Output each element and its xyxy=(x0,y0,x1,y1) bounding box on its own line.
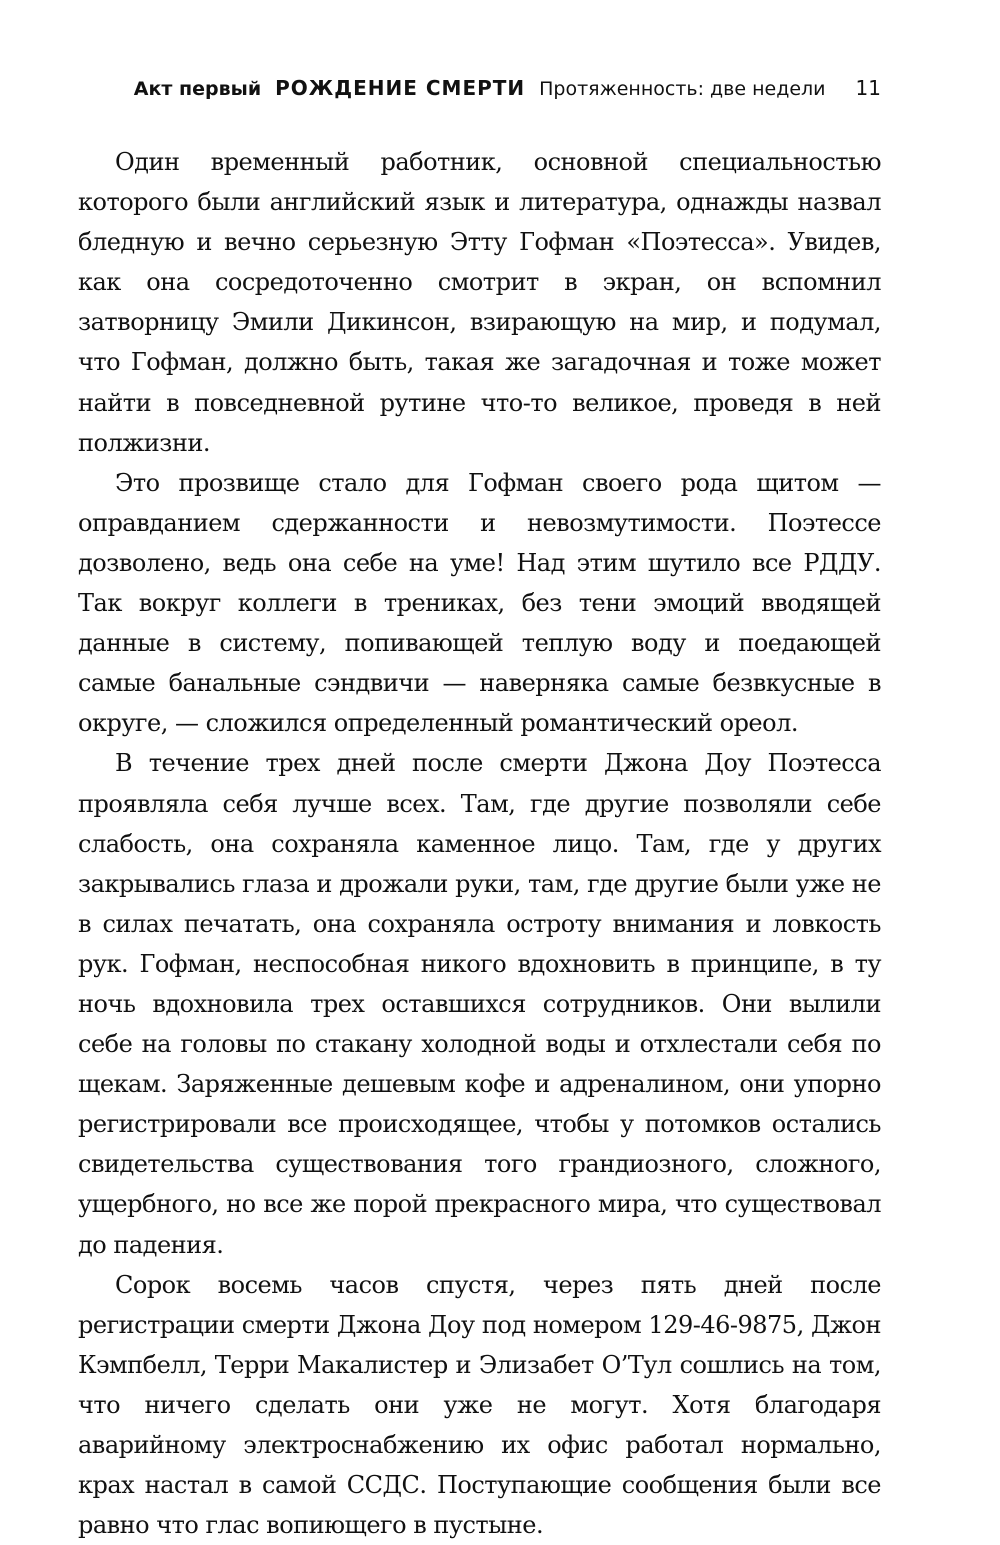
paragraph: Сорок восемь часов спустя, через пять дней после регистрации смерти Джона Доу под номером 129-46-9875, Джон Кэмпбелл, Терри Макалистер и Элизабет О’Тул сошлись на том, что ничего сделать они уже не могут. Хотя благодаря аварийному электроснабжению их офис работал нормально, крах настал в самой ССДС. Поступающие сообщения были все равно что глас вопиющего в пустыне. xyxy=(78,1270,881,1540)
act-label: Акт первый xyxy=(133,78,262,100)
part-title: РОЖДЕНИЕ СМЕРТИ xyxy=(275,76,526,100)
paragraph: Это прозвище стало для Гофман своего рода щитом — оправданием сдержанности и невозмутимости. Поэтессе дозволено, ведь она себе на уме! Над этим шутило все РДДУ. Так вокруг коллеги в трениках, без тени эмоций вводящей данные в систему, попивающей теплую воду и поедающей самые банальные сэндвичи — наверняка самые безвкусные в округе, — сложился определенный романтический ореол. xyxy=(78,468,881,738)
body-text xyxy=(78,142,881,1545)
paragraph: В течение трех дней после смерти Джона Доу Поэтесса проявляла себя лучше всех. Там, где другие позволяли себе слабость, она сохраняла каменное лицо. Там, где у других закрывались глаза и дрожали руки, там, где другие были уже не в силах печатать, она сохраняла остроту внимания и ловкость рук. Гофман, неспособная никого вдохновить в принципе, в ту ночь вдохновила трех оставшихся сотрудников. Они вылили себе на головы по стакану холодной воды и отхлестали себя по щекам. Заряженные дешевым кофе и адреналином, они упорно регистрировали все происходящее, чтобы у потомков остались свидетельства существования того грандиозного, сложного, ущербного, но все же порой прекрасного мира, что существовал до падения. xyxy=(78,749,881,1259)
paragraph: Один временный работник, основной специальностью которого были английский язык и литература, однажды назвал бледную и вечно серьезную Этту Гофман «Поэтесса». Увидев, как она сосредоточенно смотрит в экран, он вспомнил затворницу Эмили Дикинсон, взирающую на мир, и подумал, что Гофман, должно быть, такая же загадочная и тоже может найти в повседневной рутине что-то великое, проведя в ней полжизни. xyxy=(78,148,881,457)
running-header xyxy=(78,76,881,100)
page-number: 11 xyxy=(855,76,881,100)
section-title: Протяженность: две недели xyxy=(539,78,826,100)
